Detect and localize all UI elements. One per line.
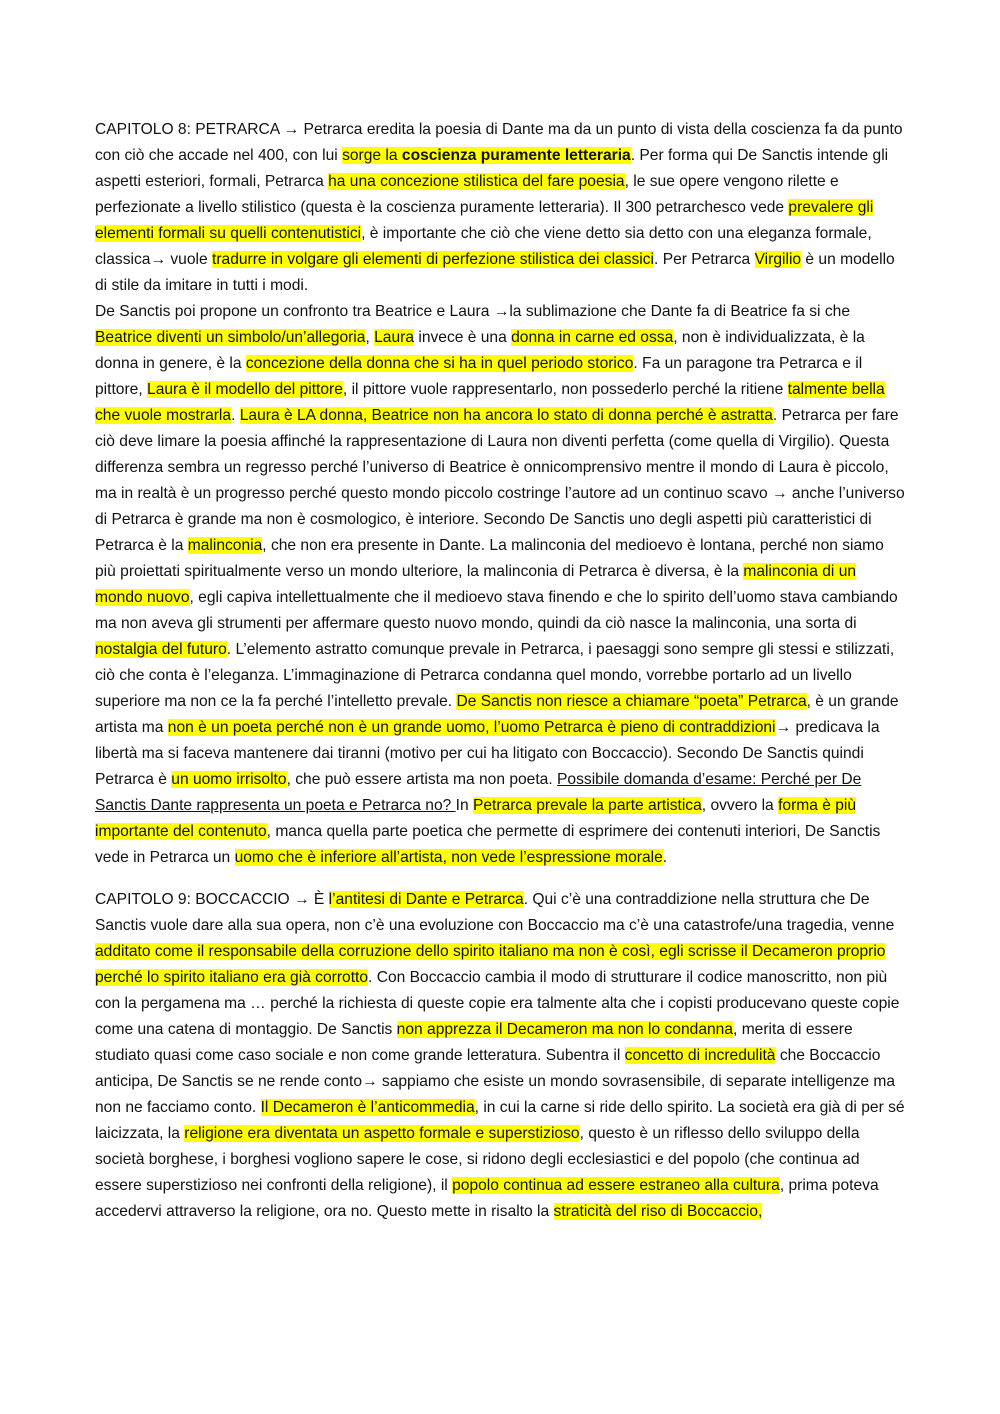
text-run: . Per Petrarca (654, 251, 755, 268)
highlighted-text: non è un poeta perché non è un grande uomo, l’uomo Petrarca è pieno di contraddizioni (167, 719, 776, 736)
highlighted-text: nostalgia del futuro (95, 641, 227, 658)
text-run: , egli capiva intellettualmente che il medioevo stava finendo e che lo spirito dell’uomo stava cambiando ma non aveva gli strumenti per affermare questo nuovo mondo, quindi da ciò nasce la malinconia, una sorta di (95, 589, 898, 632)
highlighted-text: Laura (374, 329, 415, 346)
highlighted-text: Virgilio (754, 251, 802, 268)
text-run: . Con Boccaccio cambia il modo di strutturare il codice manoscritto, non più con la pergamena ma … perché la richiesta di queste copie era talmente alta che i copisti producevano queste copie come una catena di montaggio. De Sanctis (95, 969, 900, 1038)
highlighted-text: prevalere gli elementi formali su quelli contenutistici (95, 199, 874, 242)
text-run: , questo è un riflesso dello sviluppo della società borghese, i borghesi vogliono sapere le cose, si ridono degli ecclesiastici e del popolo (che continua ad essere superstizioso nei confronti della religione), il (95, 1125, 860, 1194)
highlighted-text: donna in carne ed ossa (511, 329, 674, 346)
highlighted-text: coscienza puramente letteraria (401, 147, 631, 164)
text-run: . (231, 407, 240, 424)
highlighted-text: concezione della donna che si ha in quel periodo storico (245, 355, 634, 372)
highlighted-text: sorge la (342, 147, 402, 164)
text-run: . Qui c’è una contraddizione nella struttura che De Sanctis vuole dare alla sua opera, non c’è una evoluzione con Boccaccio ma c’è una catastrofe/una tragedia, venne (95, 891, 895, 934)
highlighted-text: forma è più importante del contenuto (95, 797, 857, 840)
paragraph (95, 117, 906, 299)
text-run: invece è una (414, 329, 512, 346)
highlighted-text: De Sanctis non riesce a chiamare “poeta” Petrarca (456, 693, 807, 710)
highlighted-text: malinconia di un mondo nuovo (95, 563, 857, 606)
highlighted-text: tradurre in volgare gli elementi di perfezione stilistica dei classici (212, 251, 655, 268)
text-run: che Boccaccio anticipa, De Sanctis se ne rende conto→ sappiamo che esiste un mondo sovrasensibile, di separate intelligenze ma non ne facciamo conto. (95, 1047, 896, 1116)
text-run: . Per forma qui De Sanctis intende gli aspetti esteriori, formali, Petrarca (95, 147, 889, 190)
highlighted-text: l’antitesi di Dante e Petrarca (328, 891, 524, 908)
paragraph (95, 887, 906, 1225)
text-run: , (365, 329, 375, 346)
text-run: , ovvero la (701, 797, 779, 814)
text-run: . Fa un paragone tra Petrarca e il pittore, (95, 355, 863, 398)
text-run: è un modello di stile da imitare in tutti i modi. (95, 251, 895, 294)
highlighted-text: popolo continua ad essere estraneo alla cultura (452, 1177, 780, 1194)
highlighted-text: Petrarca prevale la parte artistica (472, 797, 702, 814)
text-run: , che può essere artista ma non poeta. (286, 771, 558, 788)
text-run: , non è individualizzata, è la donna in genere, è la (95, 329, 865, 372)
text-run: , che non era presente in Dante. La malinconia del medioevo è lontana, perché non siamo più proiettati spiritualmente verso un mondo ulteriore, la malinconia di Petrarca è diversa, è la (95, 537, 884, 580)
text-run: In (455, 797, 473, 814)
highlighted-text: un uomo irrisolto (171, 771, 287, 788)
text-run: CAPITOLO 8: PETRARCA → Petrarca eredita la poesia di Dante ma da un punto di vista della coscienza fa da punto con ciò che accade nel 400, con lui (95, 121, 903, 164)
text-run: , in cui la carne si ride dello spirito. La società era già di per sé laicizzata, la (95, 1099, 905, 1142)
text-run: . Petrarca per fare ciò deve limare la poesia affinché la rappresentazione di Laura non diventi perfetta (come quella di Virgilio). Questa differenza sembra un regresso perché l’universo di Beatrice è onnicomprensivo mentre il mondo di Laura è piccolo, ma in realtà è un progresso perché questo mondo piccolo costringe l’autore ad un continuo scavo → anche l’universo di Petrarca è grande ma non è cosmologico, è interiore. Secondo De Sanctis uno degli aspetti più caratteristici di Petrarca è la (95, 407, 905, 554)
text-run: . (662, 849, 668, 866)
document-body (95, 117, 906, 1225)
text-run: De Sanctis poi propone un confronto tra Beatrice e Laura →la sublimazione che Dante fa di Beatrice fa si che (95, 303, 850, 320)
highlighted-text: non apprezza il Decameron ma non lo condanna (396, 1021, 734, 1038)
text-run: , è importante che ciò che viene detto sia detto con una eleganza formale, classica→ vuole (95, 225, 872, 268)
highlighted-text: straticità del riso di Boccaccio, (553, 1203, 763, 1220)
paragraph (95, 299, 906, 871)
highlighted-text: uomo che è inferiore all’artista, non vede l’espressione morale (234, 849, 663, 866)
highlighted-text: ha una concezione stilistica del fare poesia (328, 173, 625, 190)
text-run: , manca quella parte poetica che permette di esprimere dei contenuti interiori, De Sanctis vede in Petrarca un (95, 823, 881, 866)
highlighted-text: Beatrice diventi un simbolo/un’allegoria (95, 329, 366, 346)
highlighted-text: additato come il responsabile della corruzione dello spirito italiano ma non è così, egli scrisse il Decameron proprio perché lo spirito italiano era già corrotto (95, 943, 886, 986)
text-run: CAPITOLO 9: BOCCACCIO → È (95, 891, 329, 908)
highlighted-text: Laura è LA donna, Beatrice non ha ancora lo stato di donna perché è astratta (239, 407, 773, 424)
text-run: , le sue opere vengono rilette e perfezionate a livello stilistico (questa è la coscienza puramente letteraria). Il 300 petrarchesco vede (95, 173, 839, 216)
text-run: . L’elemento astratto comunque prevale in Petrarca, i paesaggi sono sempre gli stessi e stilizzati, ciò che conta è l’eleganza. L’immaginazione di Petrarca condanna quel mondo, vorrebbe portarlo ad un livello superiore ma non ce la fa perché l’intelletto prevale. (95, 641, 895, 710)
highlighted-text: religione era diventata un aspetto formale e superstizioso (184, 1125, 580, 1142)
text-run: , è un grande artista ma (95, 693, 899, 736)
highlighted-text: Il Decameron è l’anticommedia (260, 1099, 475, 1116)
highlighted-text: concetto di incredulità (624, 1047, 776, 1064)
text-run: , prima poteva accedervi attraverso la religione, ora no. Questo mette in risalto la (95, 1177, 879, 1220)
text-run: , il pittore vuole rappresentarlo, non possederlo perché la ritiene (342, 381, 788, 398)
highlighted-text: talmente bella che vuole mostrarla (95, 381, 885, 424)
text-run: → predicava la libertà ma si faceva mantenere dai tiranni (motivo per cui ha litigato con Boccaccio). Secondo De Sanctis quindi Petrarca è (95, 719, 880, 788)
underlined-text: Possibile domanda d’esame: Perché per De Sanctis Dante rappresenta un poeta e Petrarca no? (95, 771, 862, 814)
highlighted-text: Laura è il modello del pittore (147, 381, 343, 398)
highlighted-text: malinconia (187, 537, 263, 554)
text-run: , merita di essere studiato quasi come caso sociale e non come grande letteratura. Subentra il (95, 1021, 853, 1064)
